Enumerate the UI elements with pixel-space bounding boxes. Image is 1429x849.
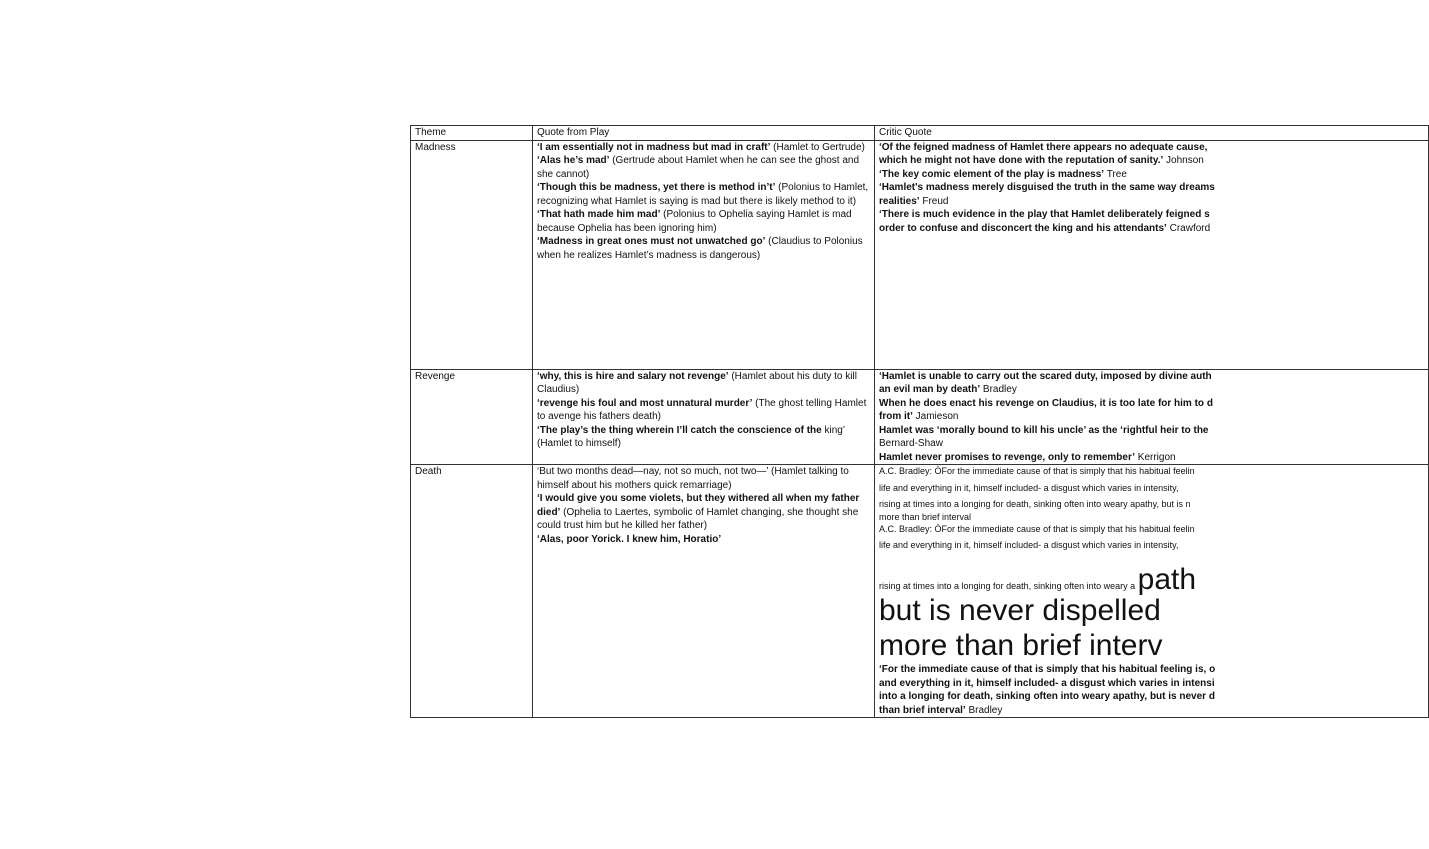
critic-quote: from it’ Jamieson [879, 411, 959, 422]
critic-text-large: more than brief interv [879, 629, 1163, 662]
theme-madness: Madness [411, 140, 533, 369]
play-quote: ‘I would give you some violets, but they withered all when my father died’ (Ophelia to Laertes, symbolic of Hamlet changing, she thought she could trust him but he killed her father) [537, 493, 860, 531]
critic-quote: ‘Of the feigned madness of Hamlet there appears no adequate cause, [879, 141, 1208, 153]
critic-quote: ‘For the immediate cause of that is simply that his habitual feeling is, o [879, 664, 1216, 675]
critic-quote: into a longing for death, sinking often into weary apathy, but is never d [879, 691, 1215, 702]
critic-quotes-revenge [875, 369, 1429, 465]
critic-text: life and everything in it, himself included- a disgust which varies in intensity, [879, 482, 1179, 493]
critic-text-mixed: rising at times into a longing for death, sinking often into weary a path [879, 562, 1197, 596]
play-quotes-madness [533, 140, 875, 369]
critic-quote: ‘There is much evidence in the play that Hamlet deliberately feigned s [879, 209, 1210, 220]
critic-text: life and everything in it, himself included- a disgust which varies in intensity, [879, 540, 1179, 550]
critic-text: more than brief interval [879, 511, 972, 522]
critic-quote: When he does enact his revenge on Claudius, it is too late for him to d [879, 397, 1213, 409]
critic-text: rising at times into a longing for death, sinking often into weary apathy, but is n [879, 499, 1191, 509]
critic-quote: realities’ Freud [879, 195, 949, 207]
header-row [411, 126, 1429, 141]
play-quote: ‘I am essentially not in madness but mad in craft’ (Hamlet to Gertrude) [537, 141, 865, 153]
critic-quotes-death [875, 465, 1429, 718]
play-quotes-death [533, 465, 875, 718]
critic-quotes-madness [875, 140, 1429, 369]
theme-revenge: Revenge [411, 369, 533, 465]
header-theme: Theme [411, 126, 533, 141]
play-quote: ‘revenge his foul and most unnatural murder’ (The ghost telling Hamlet to avenge his fathers death) [537, 397, 867, 422]
row-revenge [411, 369, 1429, 465]
critic-quote: an evil man by death’ Bradley [879, 384, 1017, 395]
critic-quote: ‘Hamlet is unable to carry out the scared duty, imposed by divine auth [879, 370, 1212, 382]
critic-quote: order to confuse and disconcert the king and his attendants’ Crawford [879, 222, 1211, 234]
row-madness [411, 140, 1429, 369]
play-quote: ‘Alas, poor Yorick. I knew him, Horatio’ [537, 533, 722, 545]
play-quote: ‘That hath made him mad’ (Polonius to Ophelia saying Hamlet is mad because Ophelia has been ignoring him) [537, 209, 852, 234]
play-quote: ‘why, this is hire and salary not revenge’ (Hamlet about his duty to kill Claudius) [537, 370, 857, 395]
play-quote: ‘Alas he’s mad’ (Gertrude about Hamlet when he can see the ghost and she cannot) [537, 155, 860, 180]
theme-death: Death [411, 465, 533, 718]
play-quote: ‘But two months dead—nay, not so much, not two—’ (Hamlet talking to himself about his mothers quick remarriage) [537, 466, 849, 491]
row-death [411, 465, 1429, 718]
critic-quote: and everything in it, himself included- a disgust which varies in intensi [879, 677, 1215, 689]
critic-quote: which he might not have done with the reputation of sanity.’ Johnson [879, 155, 1204, 166]
play-quote: ‘The play’s the thing wherein I’ll catch the conscience of the king’ (Hamlet to himself) [537, 424, 845, 449]
critic-quote: than brief interval’ Bradley [879, 704, 1003, 716]
critic-quote: Bernard-Shaw [879, 438, 943, 449]
play-quote: ‘Though this be madness, yet there is method in’t’ (Polonius to Hamlet, recognizing what Hamlet is saying is mad but there is likely method to it) [537, 182, 869, 207]
critic-quote: Hamlet never promises to revenge, only to remember’ Kerrigon [879, 451, 1176, 463]
critic-quote: Hamlet was ‘morally bound to kill his uncle’ as the ‘rightful heir to the [879, 424, 1209, 436]
critic-text-large: but is never dispelled [879, 594, 1161, 627]
header-critic-quote: Critic Quote [875, 126, 1429, 141]
themes-table [410, 125, 1429, 718]
play-quotes-revenge [533, 369, 875, 465]
critic-text: A.C. Bradley: ÒFor the immediate cause of that is simply that his habitual feelin [879, 523, 1195, 534]
critic-text: A.C. Bradley: ÒFor the immediate cause of that is simply that his habitual feelin [879, 466, 1195, 476]
critic-quote: ‘Hamlet's madness merely disguised the truth in the same way dreams [879, 182, 1215, 193]
play-quote: ‘Madness in great ones must not unwatched go’ (Claudius to Polonius when he realizes Hamlet’s madness is dangerous) [537, 236, 863, 261]
critic-quote: ‘The key comic element of the play is madness’ Tree [879, 168, 1127, 180]
header-quote-from-play: Quote from Play [533, 126, 875, 141]
